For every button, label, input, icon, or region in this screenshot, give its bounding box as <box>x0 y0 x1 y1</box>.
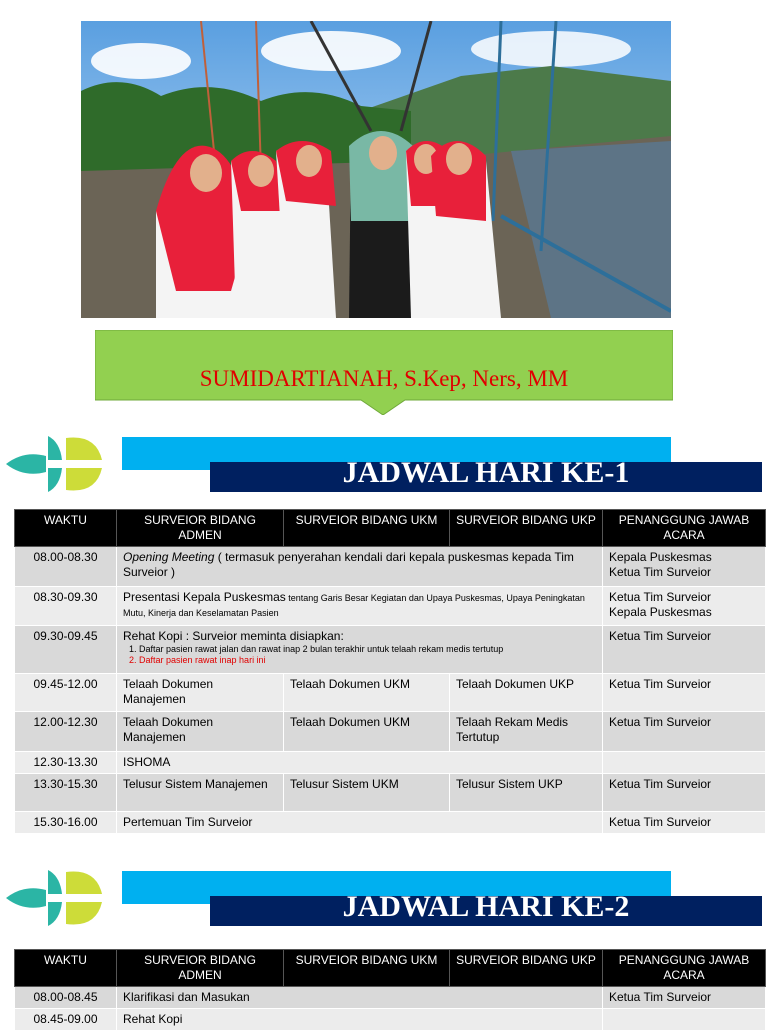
table-row: 12.30-13.30 ISHOMA <box>15 752 766 774</box>
table-row: 08.30-09.30 Presentasi Kepala Puskesmas tentang Garis Besar Kegiatan dan Upaya Puskesmas, Upaya Peningkatan Mutu, Kinerja dan Keselamatan Pasien Ketua Tim Surveior Kepala Puskesmas <box>15 587 766 626</box>
day2-schedule-table <box>14 949 766 1031</box>
group-photo <box>81 21 671 318</box>
day2-header <box>0 866 768 936</box>
col-waktu: WAKTU <box>15 510 117 547</box>
day1-schedule-table <box>14 509 766 834</box>
col-waktu: WAKTU <box>15 950 117 987</box>
clinic-logo-icon <box>4 866 104 930</box>
col-ukp: SURVEIOR BIDANG UKP <box>450 950 603 987</box>
table-row: 09.45-12.00 Telaah Dokumen Manajemen Telaah Dokumen UKM Telaah Dokumen UKP Ketua Tim Surveior <box>15 674 766 712</box>
table-row: 08.00-08.45 Klarifikasi dan Masukan Ketua Tim Surveior <box>15 987 766 1009</box>
day1-header <box>0 432 768 502</box>
col-admen: SURVEIOR BIDANG ADMEN <box>117 510 284 547</box>
day2-title: JADWAL HARI KE-2 <box>342 890 630 923</box>
col-ukm: SURVEIOR BIDANG UKM <box>284 950 450 987</box>
col-ukm: SURVEIOR BIDANG UKM <box>284 510 450 547</box>
presenter-name: SUMIDARTIANAH, S.Kep, Ners, MM <box>199 366 569 391</box>
clinic-logo-icon <box>4 432 104 496</box>
col-admen: SURVEIOR BIDANG ADMEN <box>117 950 284 987</box>
col-pj: PENANGGUNG JAWAB ACARA <box>603 950 766 987</box>
col-pj: PENANGGUNG JAWAB ACARA <box>603 510 766 547</box>
table-row: 12.00-12.30 Telaah Dokumen Manajemen Telaah Dokumen UKM Telaah Rekam Medis Tertutup Ketua Tim Surveior <box>15 712 766 752</box>
table-row: 13.30-15.30 Telusur Sistem Manajemen Telusur Sistem UKM Telusur Sistem UKP Ketua Tim Surveior <box>15 774 766 812</box>
table-row: 08.45-09.00 Rehat Kopi <box>15 1009 766 1031</box>
day1-title: JADWAL HARI KE-1 <box>342 456 630 489</box>
table-row: 09.30-09.45 Rehat Kopi : Surveior meminta disiapkan: 1. Daftar pasien rawat jalan dan rawat inap 2 bulan terakhir untuk telaah rekam medis tertutup 2. Daftar pasien rawat inap hari ini Ketua Tim Surveior <box>15 626 766 674</box>
col-ukp: SURVEIOR BIDANG UKP <box>450 510 603 547</box>
table-row: 08.00-08.30 Opening Meeting ( termasuk penyerahan kendali dari kepala puskesmas kepada Tim Surveior ) Kepala Puskesmas Ketua Tim Surveior <box>15 547 766 587</box>
table-row: 15.30-16.00 Pertemuan Tim Surveior Ketua Tim Surveior <box>15 812 766 834</box>
